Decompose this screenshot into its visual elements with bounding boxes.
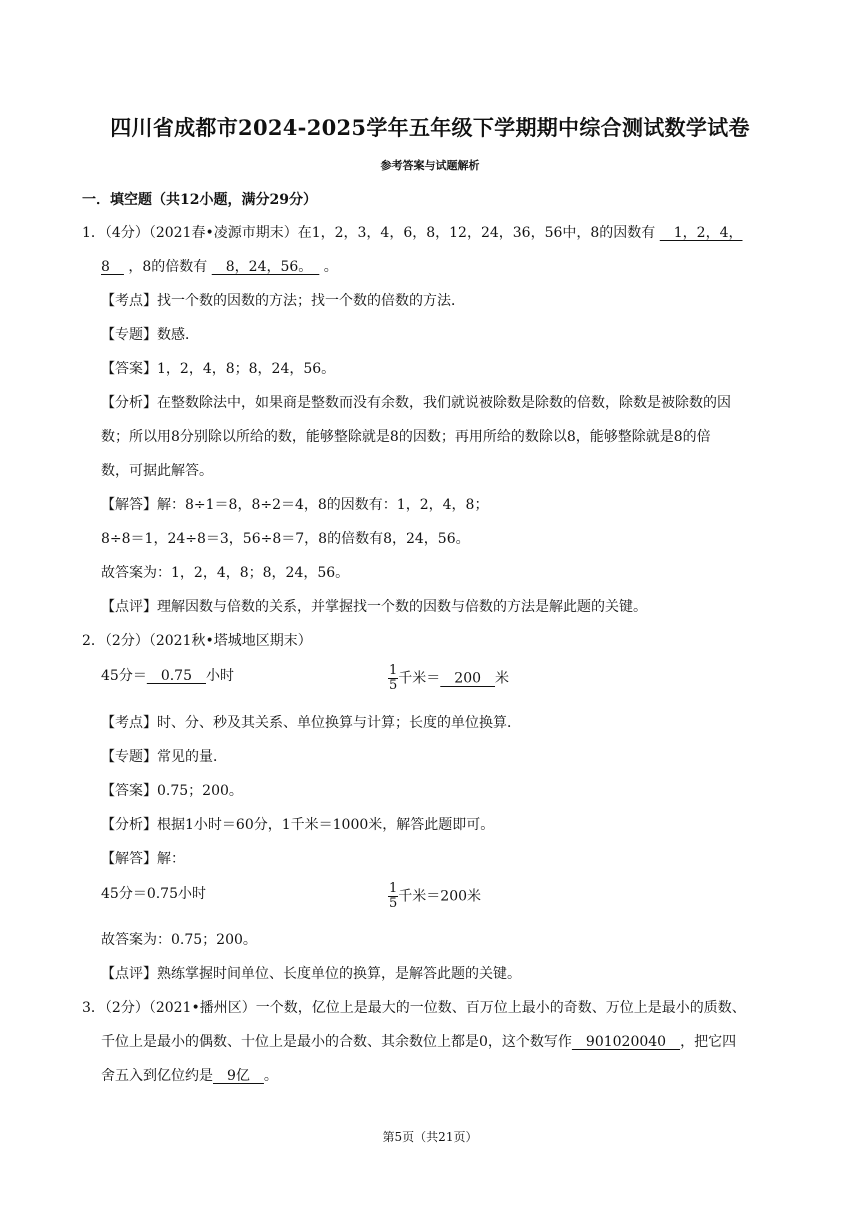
q2-guda: 故答案为：0.75；200。	[101, 932, 257, 948]
q3-line-1: 3．（2分）（2021•播州区）一个数，亿位上是最大的一位数、百万位上最小的奇数、万位上是最小的质数、	[82, 1000, 746, 1016]
q2-fraction	[388, 664, 398, 693]
q1-daan: 【答案】1，2，4，8；8，24，56。	[101, 361, 336, 377]
q3-line-2-post: ，把它四	[680, 1034, 737, 1050]
q2-item-a	[101, 666, 234, 686]
q2-answer-b-text: 千米＝200米	[398, 888, 482, 905]
q2-head: 2．（2分）（2021秋•塔城地区期末）	[82, 633, 312, 649]
q2-item-a-pre: 45分＝	[101, 668, 147, 684]
q1-kaodian: 【考点】找一个数的因数的方法；找一个数的倍数的方法．	[101, 293, 465, 309]
q3-line-2	[101, 1032, 736, 1052]
q2-daan: 【答案】0.75；200。	[101, 783, 243, 799]
q1-fenxi-3: 数，可据此解答。	[101, 463, 213, 479]
q2-answer-a: 45分＝0.75小时	[101, 886, 206, 902]
q2-answer-fraction	[388, 882, 398, 911]
q1-answer-blank-factors: 1，2，4，	[659, 225, 743, 241]
q3-line-3-pre: 舍五入到亿位约是	[101, 1068, 213, 1084]
q3-answer-blank-round: 9亿	[213, 1068, 264, 1084]
q2-jieda: 【解答】解：	[101, 851, 185, 867]
q1-jieda-2: 8÷8＝1，24÷8＝3，56÷8＝7，8的倍数有8，24，56。	[101, 531, 470, 547]
fraction-numerator: 1	[389, 881, 398, 896]
q2-answer-b	[388, 882, 481, 911]
q1-dianping: 【点评】理解因数与倍数的关系，并掌握找一个数的因数与倍数的方法是解此题的关键。	[101, 599, 647, 615]
q2-zhuanti: 【专题】常见的量．	[101, 749, 227, 765]
q2-item-b-pre: 千米＝	[398, 670, 441, 687]
q3-line-2-pre: 千位上是最小的偶数、十位上是最小的合数、其余数位上都是0，这个数写作	[101, 1034, 572, 1050]
q1-fenxi-2: 数；所以用8分别除以所给的数，能够整除就是8的因数；再用所给的数除以8，能够整除就是8的倍	[101, 429, 711, 445]
q1-guda: 故答案为：1，2，4，8；8，24，56。	[101, 565, 350, 581]
page-title: 四川省成都市2024-2025学年五年级下学期期中综合测试数学试卷	[110, 115, 750, 140]
q2-item-a-post: 小时	[206, 668, 234, 684]
q2-answer-blank-meters: 200	[440, 670, 496, 687]
q2-answer-blank-hours: 0.75	[146, 668, 206, 684]
q1-fenxi-1: 【分析】在整数除法中，如果商是整数而没有余数，我们就说被除数是除数的倍数，除数是被除数的因	[101, 395, 731, 411]
q2-item-b-post: 米	[495, 670, 510, 687]
q1-stem-mid: ，8的倍数有	[128, 259, 208, 275]
q1-line-2	[101, 257, 338, 277]
q1-line-1	[82, 223, 743, 243]
q1-jieda-1: 【解答】解：8÷1＝8，8÷2＝4，8的因数有：1，2，4，8；	[101, 497, 489, 513]
fraction-denominator: 5	[389, 896, 398, 911]
q1-zhuanti: 【专题】数感．	[101, 327, 199, 343]
fraction-numerator: 1	[389, 663, 398, 678]
q2-item-b	[388, 664, 509, 693]
q3-answer-blank-number: 901020040	[571, 1034, 681, 1050]
q2-kaodian: 【考点】时、分、秒及其关系、单位换算与计算；长度的单位换算．	[101, 715, 521, 731]
page-footer: 第5页（共21页）	[382, 1130, 478, 1144]
q1-answer-blank-multiples: 8，24，56。	[211, 259, 320, 275]
q1-stem: 1．（4分）（2021春•凌源市期末）在1，2，3，4，6，8，12，24，36，56中，8的因数有	[82, 225, 656, 241]
q2-dianping: 【点评】熟练掌握时间单位、长度单位的换算，是解答此题的关键。	[101, 966, 521, 982]
q2-fenxi: 【分析】根据1小时＝60分，1千米＝1000米，解答此题即可。	[101, 817, 495, 833]
section-heading: 一．填空题（共12小题，满分29分）	[82, 192, 317, 208]
q3-line-3	[101, 1066, 278, 1086]
page-subtitle: 参考答案与试题解析	[380, 159, 480, 172]
q1-stem-end: 。	[323, 259, 338, 275]
fraction-denominator: 5	[389, 678, 398, 693]
q1-answer-blank-factors-cont: 8	[101, 259, 124, 275]
q3-line-3-post: 。	[263, 1068, 278, 1084]
